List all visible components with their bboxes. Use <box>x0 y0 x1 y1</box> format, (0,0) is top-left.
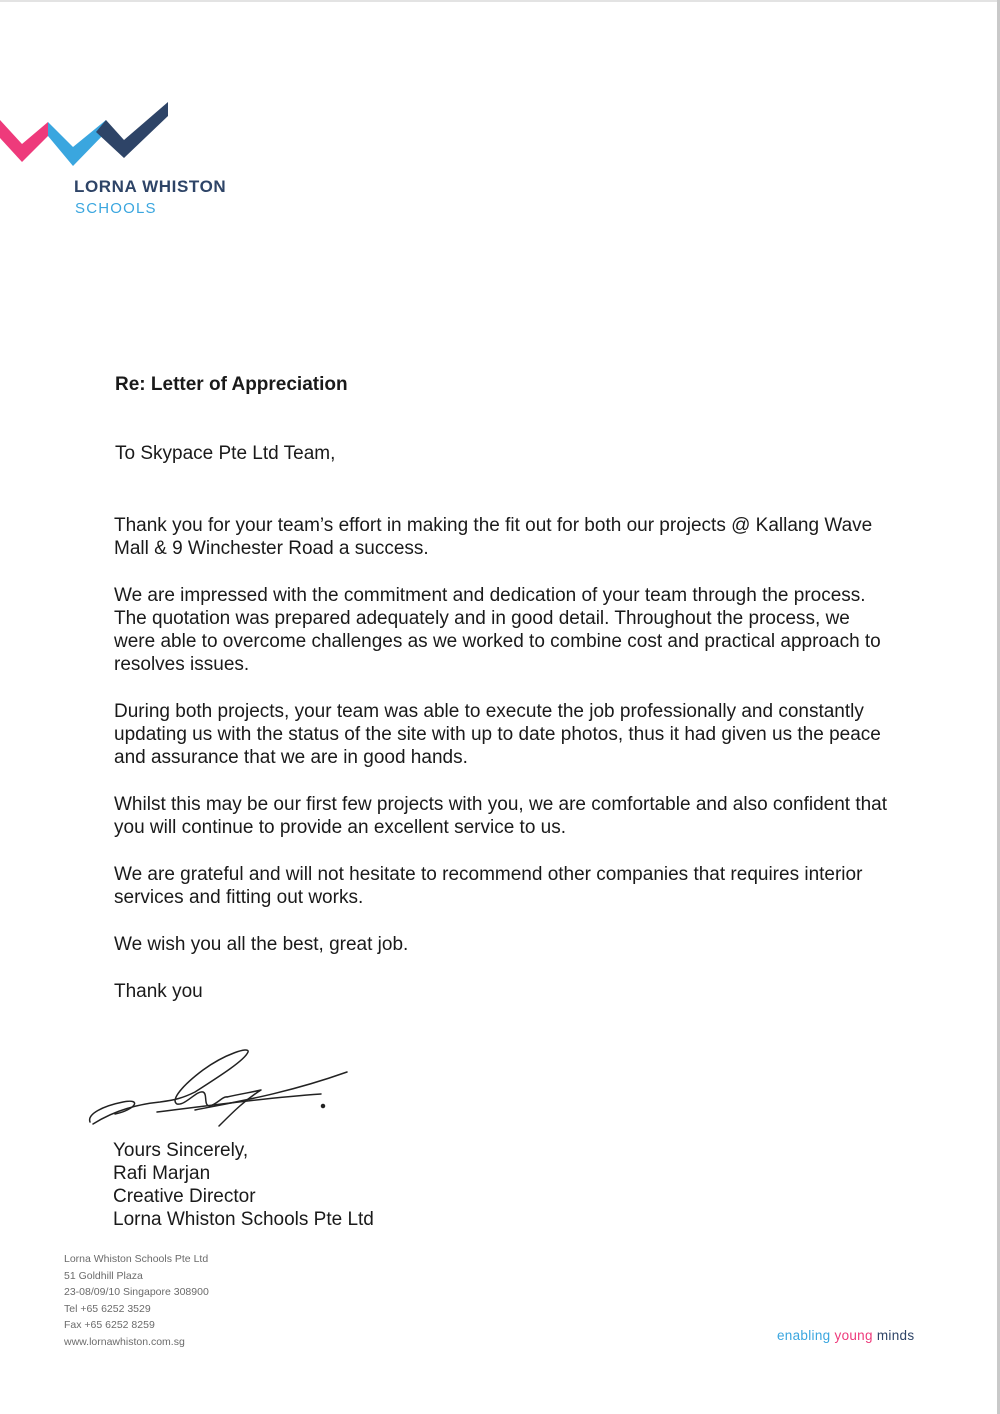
footer-address-line1: 51 Goldhill Plaza <box>64 1269 143 1282</box>
paragraph: Whilst this may be our first few projects with you, we are comfortable and also confident that you will continue to provide an excellent service to us. <box>114 794 888 838</box>
page-top-edge <box>0 0 1000 2</box>
tagline-word-minds: minds <box>876 1328 915 1343</box>
paragraph: We are grateful and will not hesitate to recommend other companies that requires interior services and fitting out works. <box>114 864 863 908</box>
letter-body <box>114 514 894 1027</box>
footer-website: www.lornawhiston.com.sg <box>64 1335 185 1348</box>
footer-address <box>64 1251 209 1350</box>
logo-subname: SCHOOLS <box>75 200 157 217</box>
letter-closing <box>113 1139 374 1231</box>
paragraph: During both projects, your team was able to execute the job professionally and constantly updating us with the status of the site with up to date photos, thus it had given us the peace and assurance that we are in good hands. <box>114 701 881 768</box>
valediction: Yours Sincerely, <box>113 1140 249 1161</box>
footer-tel: Tel +65 6252 3529 <box>64 1302 151 1315</box>
paragraph: We are impressed with the commitment and dedication of your team through the process. The quotation was prepared adequately and in good detail. Throughout the process, we were able to overcome challenges as we worked to combine cost and practical approach to resolves issues. <box>114 585 881 675</box>
footer-address-line2: 23-08/09/10 Singapore 308900 <box>64 1286 209 1298</box>
tagline <box>777 1328 914 1343</box>
footer-company: Lorna Whiston Schools Pte Ltd <box>64 1253 209 1265</box>
letter-subject: Re: Letter of Appreciation <box>115 374 348 395</box>
signatory-title: Creative Director <box>113 1186 256 1207</box>
paragraph: Thank you for your team’s effort in making the fit out for both our projects @ Kallang Wave Mall & 9 Winchester Road a success. <box>114 515 873 559</box>
letter-salutation: To Skypace Pte Ltd Team, <box>115 443 336 464</box>
tagline-word-enabling: enabling <box>777 1328 831 1343</box>
logo-name: LORNA WHISTON <box>74 177 227 196</box>
zigzag-logo-icon <box>0 100 180 175</box>
paragraph: We wish you all the best, great job. <box>114 934 409 955</box>
paragraph: Thank you <box>114 981 203 1002</box>
signatory-company: Lorna Whiston Schools Pte Ltd <box>113 1209 374 1230</box>
signatory-name: Rafi Marjan <box>113 1163 211 1184</box>
tagline-word-young: young <box>834 1328 873 1343</box>
footer-fax: Fax +65 6252 8259 <box>64 1319 155 1331</box>
handwritten-signature <box>85 1040 355 1140</box>
